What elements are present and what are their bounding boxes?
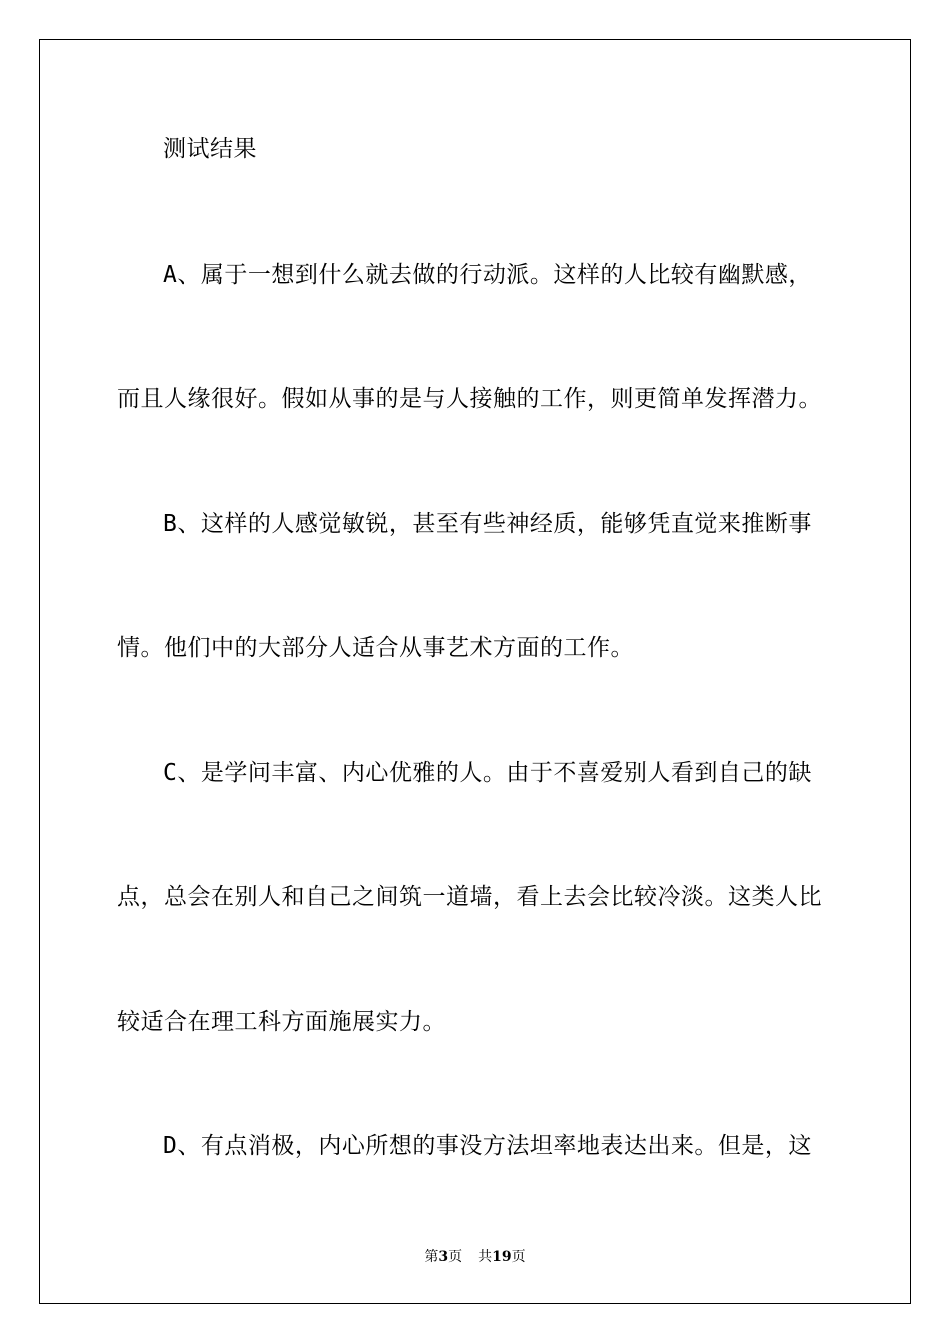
paragraph-line: 较适合在理工科方面施展实力。 xyxy=(117,1009,446,1035)
paragraph-line: 而且人缘很好。假如从事的是与人接触的工作，则更简单发挥潜力。 xyxy=(117,386,822,412)
page-number: 3 xyxy=(438,1249,449,1265)
paragraph-line: B、这样的人感觉敏锐，甚至有些神经质，能够凭直觉来推断事 xyxy=(163,511,812,537)
page-footer xyxy=(0,1248,950,1266)
total-prefix: 共 xyxy=(478,1249,493,1265)
total-suffix: 页 xyxy=(511,1249,526,1265)
paragraph-line: A、属于一想到什么就去做的行动派。这样的人比较有幽默感， xyxy=(163,262,812,288)
page-prefix: 第 xyxy=(424,1249,439,1265)
paragraph-line: C、是学问丰富、内心优雅的人。由于不喜爱别人看到自己的缺 xyxy=(163,760,812,786)
total-pages: 19 xyxy=(492,1249,512,1265)
section-heading: 测试结果 xyxy=(163,136,257,162)
paragraph-line: 点，总会在别人和自己之间筑一道墙，看上去会比较冷淡。这类人比 xyxy=(117,884,822,910)
paragraph-line: 情。他们中的大部分人适合从事艺术方面的工作。 xyxy=(117,635,634,661)
page-suffix: 页 xyxy=(448,1249,463,1265)
paragraph-line: D、有点消极，内心所想的事没方法坦率地表达出来。但是，这 xyxy=(163,1133,812,1159)
page-border xyxy=(39,39,911,1304)
